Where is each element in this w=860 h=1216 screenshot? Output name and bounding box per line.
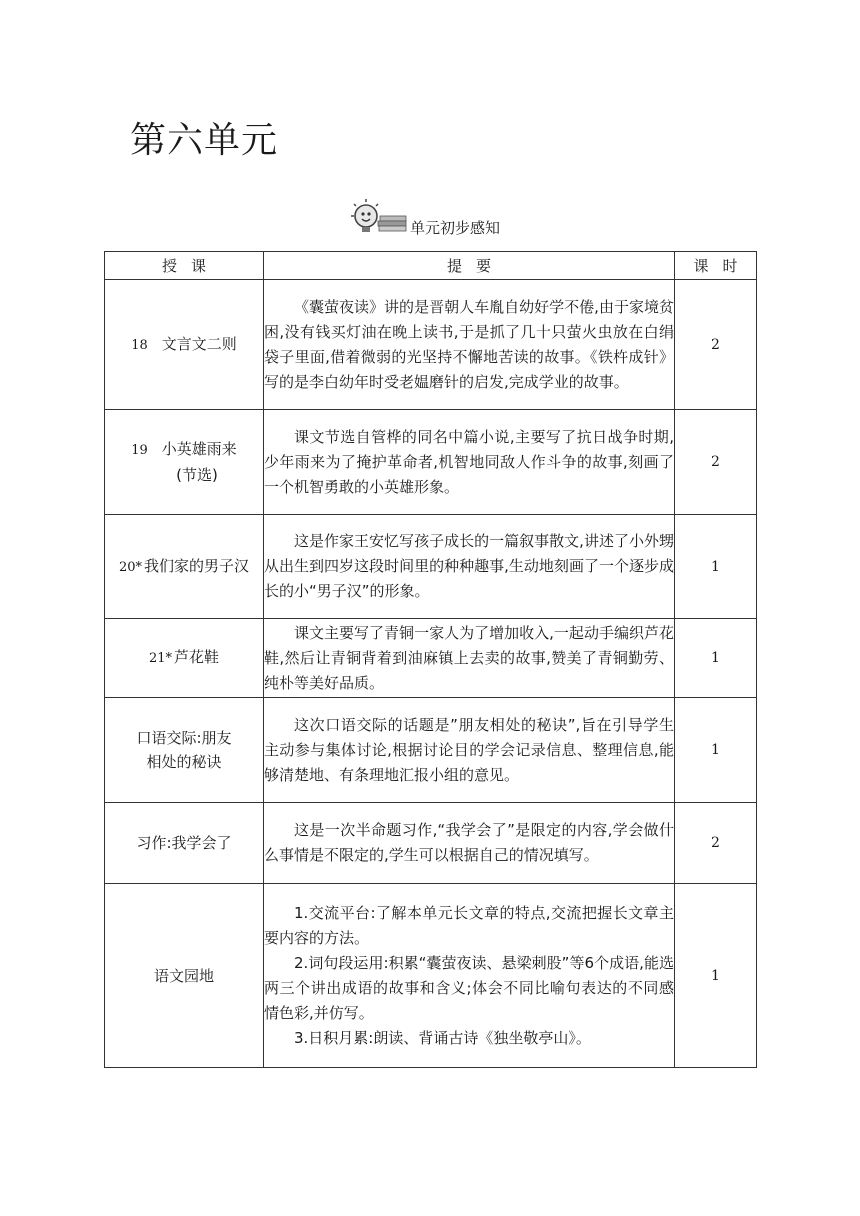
table-row: [105, 884, 757, 1068]
lesson-cell: [105, 698, 264, 803]
table-row: [105, 280, 757, 410]
hours-cell: 1: [675, 619, 757, 698]
lesson-name: 习作:我学会了: [136, 834, 232, 852]
lesson-name-line2: 相处的秘诀: [146, 753, 222, 771]
lesson-number: 18: [131, 337, 148, 353]
lesson-cell: [105, 280, 264, 410]
summary-cell: [264, 803, 675, 884]
summary-cell: [264, 410, 675, 515]
summary-item: 2.词句段运用:积累“囊萤夜读、悬梁刺股”等6个成语,能选两三个讲出成语的故事和含义;体会不同比喻句表达的不同感情色彩,并仿写。: [264, 953, 674, 1022]
hours-cell: 1: [675, 698, 757, 803]
lesson-number: 20*: [118, 559, 143, 575]
lesson-name: 芦花鞋: [174, 648, 220, 666]
summary-text: 课文主要写了青铜一家人为了增加收入,一起动手编织芦花鞋,然后让青铜背着到油麻镇上去卖的故事,赞美了青铜勤劳、纯朴等美好品质。: [264, 623, 674, 692]
summary-text: 这是作家王安忆写孩子成长的一篇叙事散文,讲述了小外甥从出生到四岁这段时间里的种种趣事,生动地刻画了一个逐步成长的小“男子汉”的形象。: [264, 532, 674, 600]
summary-cell: [264, 280, 675, 410]
section-header: [348, 196, 548, 236]
summary-item: 1.交流平台:了解本单元长文章的特点,交流把握长文章主要内容的方法。: [264, 903, 674, 947]
table-row: [105, 698, 757, 803]
summary-cell: [264, 698, 675, 803]
table-row: [105, 515, 757, 619]
lesson-number: 19: [131, 443, 148, 458]
table-row: [105, 803, 757, 884]
lesson-cell: [105, 410, 264, 515]
hours-cell: 2: [675, 280, 757, 410]
lightbulb-books-icon: [348, 196, 410, 236]
lesson-table: [104, 251, 757, 1068]
table-row: [105, 619, 757, 698]
header-summary: 提要: [264, 252, 675, 280]
lesson-name: 我们家的男子汉: [144, 556, 250, 575]
lesson-cell: [105, 619, 264, 698]
header-lesson: 授课: [105, 252, 264, 280]
summary-text: 课文节选自管桦的同名中篇小说,主要写了抗日战争时期,少年雨来为了掩护革命者,机智地同敌人作斗争的故事,刻画了一个机智勇敢的小英雄形象。: [264, 427, 674, 496]
lesson-name: 口语交际:朋友: [136, 729, 232, 747]
table-row: [105, 410, 757, 515]
lesson-name-line2: (节选): [176, 466, 218, 484]
lesson-cell: [105, 515, 264, 619]
hours-cell: 1: [675, 884, 757, 1068]
summary-text: 这次口语交际的话题是”朋友相处的秘诀”,旨在引导学生主动参与集体讨论,根据讨论目的学会记录信息、整理信息,能够清楚地、有条理地汇报小组的意见。: [264, 715, 674, 784]
lesson-cell: [105, 884, 264, 1068]
summary-cell: [264, 619, 675, 698]
lesson-name: 文言文二则: [161, 334, 237, 353]
lesson-number: 21*: [148, 651, 173, 666]
unit-title: 第六单元: [130, 120, 279, 161]
table-header-row: [105, 252, 757, 280]
hours-cell: 2: [675, 410, 757, 515]
section-label: 单元初步感知: [410, 219, 501, 237]
summary-text: 《囊萤夜读》讲的是晋朝人车胤自幼好学不倦,由于家境贫困,没有钱买灯油在晚上读书,于是抓了几十只萤火虫放在白绢袋子里面,借着微弱的光坚持不懈地苦读的故事。《铁杵成针》写的是李白幼年时受老媪磨针的启发,完成学业的故事。: [264, 297, 674, 391]
summary-text: 这是一次半命题习作,“我学会了”是限定的内容,学会做什么事情是不限定的,学生可以根据自己的情况填写。: [264, 821, 674, 864]
lesson-cell: [105, 803, 264, 884]
hours-cell: 2: [675, 803, 757, 884]
summary-item: 3.日积月累:朗读、背诵古诗《独坐敬亭山》。: [294, 1028, 591, 1047]
lesson-name: 小英雄雨来: [161, 440, 237, 458]
header-hours: 课时: [675, 252, 757, 280]
summary-cell: [264, 515, 675, 619]
summary-cell: [264, 884, 675, 1068]
lesson-name: 语文园地: [153, 966, 214, 985]
hours-cell: 1: [675, 515, 757, 619]
